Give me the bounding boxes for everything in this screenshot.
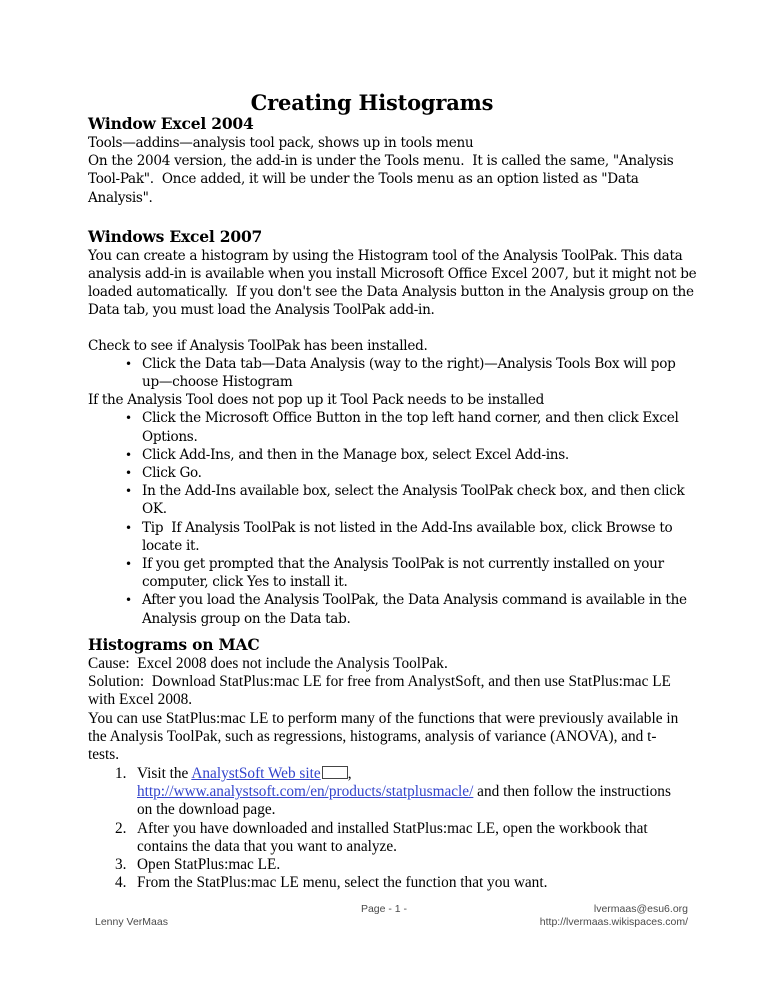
bullet-icon: • xyxy=(125,557,132,572)
footer-author: Lenny VerMaas xyxy=(95,916,168,928)
text-line: Tip If Analysis ToolPak is not listed in the Add-Ins available box, click Browse to xyxy=(142,519,673,536)
text-line: Options. xyxy=(142,428,198,445)
text-line xyxy=(137,765,692,783)
document-content xyxy=(88,90,697,893)
bullet-item xyxy=(88,355,692,391)
bullet-item xyxy=(88,409,692,445)
section-windows-excel-2007 xyxy=(88,247,697,628)
text-line: Analysis group on the Data tab. xyxy=(142,610,351,627)
text-line: OK. xyxy=(142,501,167,518)
text-line: computer, click Yes to install it. xyxy=(142,574,348,591)
text-segment: and then follow the instructions xyxy=(473,782,671,800)
text-line: You can use StatPlus:mac LE to perform many of the functions that were previously available in xyxy=(88,709,679,727)
text-line: Click the Data tab—Data Analysis (way to the right)—Analysis Tools Box will pop xyxy=(142,355,676,372)
numbered-item xyxy=(88,874,692,892)
spacer xyxy=(88,628,692,635)
text-line: On the 2004 version, the add-in is under the Tools menu. It is called the same, "Analysis xyxy=(88,153,674,170)
text-line: Analysis". xyxy=(88,189,153,206)
text-line: on the download page. xyxy=(137,801,276,819)
text-line: After you have downloaded and installed StatPlus:mac LE, open the workbook that xyxy=(137,819,648,837)
text-line: You can create a histogram by using the Histogram tool of the Analysis ToolPak. This data xyxy=(88,247,683,264)
text-line: with Excel 2008. xyxy=(88,691,193,709)
list-number: 4. xyxy=(115,874,127,892)
text-line: loaded automatically. If you don't see the Data Analysis button in the Analysis group on the xyxy=(88,284,694,301)
footer-page-number: Page - 1 - xyxy=(360,903,408,915)
section-window-excel-2004 xyxy=(88,134,692,207)
text-line: Click the Microsoft Office Button in the top left hand corner, and then click Excel xyxy=(142,410,679,427)
bullet-icon: • xyxy=(125,447,132,462)
text-line: Click Add-Ins, and then in the Manage box, select Excel Add-ins. xyxy=(142,446,569,463)
text-line: the Analysis ToolPak, such as regressions, histograms, analysis of variance (ANOVA), and t- xyxy=(88,728,657,746)
statplus-url-link[interactable]: http://www.analystsoft.com/en/products/statplusmacle/ xyxy=(137,782,474,800)
text-line: Open StatPlus:mac LE. xyxy=(137,856,281,874)
text-line: After you load the Analysis ToolPak, the Data Analysis command is available in the xyxy=(142,592,687,609)
text-line: up—choose Histogram xyxy=(142,374,293,391)
bullet-icon: • xyxy=(125,411,132,426)
section-heading-window-excel-2004: Window Excel 2004 xyxy=(88,114,254,133)
numbered-item xyxy=(88,765,692,820)
text-line: tests. xyxy=(88,746,120,764)
numbered-item xyxy=(88,856,692,874)
list-number: 1. xyxy=(115,764,127,782)
text-line: Tools—addins—analysis tool pack, shows up in tools menu xyxy=(88,135,474,151)
text-line: Data tab, you must load the Analysis ToolPak add-in. xyxy=(88,302,435,319)
list-number: 3. xyxy=(115,856,127,874)
text-line: analysis add-in is available when you install Microsoft Office Excel 2007, but it might not be xyxy=(88,266,697,283)
bullet-icon: • xyxy=(125,520,132,535)
text-line: In the Add-Ins available box, select the Analysis ToolPak check box, and then click xyxy=(142,483,685,500)
text-segment: Visit the xyxy=(137,764,192,782)
bullet-item xyxy=(88,446,692,464)
footer-website: http://lvermaas.wikispaces.com/ xyxy=(539,915,688,928)
list-number: 2. xyxy=(115,819,127,837)
image-placeholder-icon xyxy=(322,766,348,779)
bullet-item xyxy=(88,591,692,627)
section-heading-windows-excel-2007: Windows Excel 2007 xyxy=(88,226,263,246)
section-histograms-on-mac xyxy=(88,655,692,893)
text-line: Click Go. xyxy=(142,465,202,482)
section-heading-histograms-on-mac: Histograms on MAC xyxy=(88,634,260,654)
footer-email: lvermaas@esu6.org xyxy=(593,903,688,915)
text-line: Solution: Download StatPlus:mac LE for free from AnalystSoft, and then use StatPlus:mac LE xyxy=(88,673,671,691)
spacer xyxy=(88,320,692,337)
bullet-icon: • xyxy=(125,484,132,499)
text-line: Tool-Pak". Once added, it will be under the Tools menu as an option listed as "Data xyxy=(88,171,639,188)
spacer xyxy=(88,207,692,227)
bullet-item xyxy=(88,482,692,518)
bullet-item xyxy=(88,464,692,482)
text-line: From the StatPlus:mac LE menu, select the function that you want. xyxy=(137,874,548,892)
bullet-item xyxy=(88,555,692,591)
bullet-icon: • xyxy=(125,466,132,481)
text-line: If you get prompted that the Analysis ToolPak is not currently installed on your xyxy=(142,556,664,573)
numbered-item xyxy=(88,820,692,857)
bullet-icon: • xyxy=(125,356,132,371)
text-segment: , xyxy=(347,764,352,782)
document-title: Creating Histograms xyxy=(250,90,494,115)
text-line: Cause: Excel 2008 does not include the Analysis ToolPak. xyxy=(88,654,448,672)
text-line: contains the data that you want to analyze. xyxy=(137,837,397,855)
text-line: Check to see if Analysis ToolPak has been installed. xyxy=(88,337,428,354)
text-line: If the Analysis Tool does not pop up it Tool Pack needs to be installed xyxy=(88,392,544,409)
analystsoft-link[interactable]: AnalystSoft Web site xyxy=(191,764,321,782)
footer-contact xyxy=(540,903,688,928)
text-line: locate it. xyxy=(142,537,200,554)
bullet-icon: • xyxy=(125,593,132,608)
bullet-item xyxy=(88,519,692,555)
text-line xyxy=(137,783,692,801)
